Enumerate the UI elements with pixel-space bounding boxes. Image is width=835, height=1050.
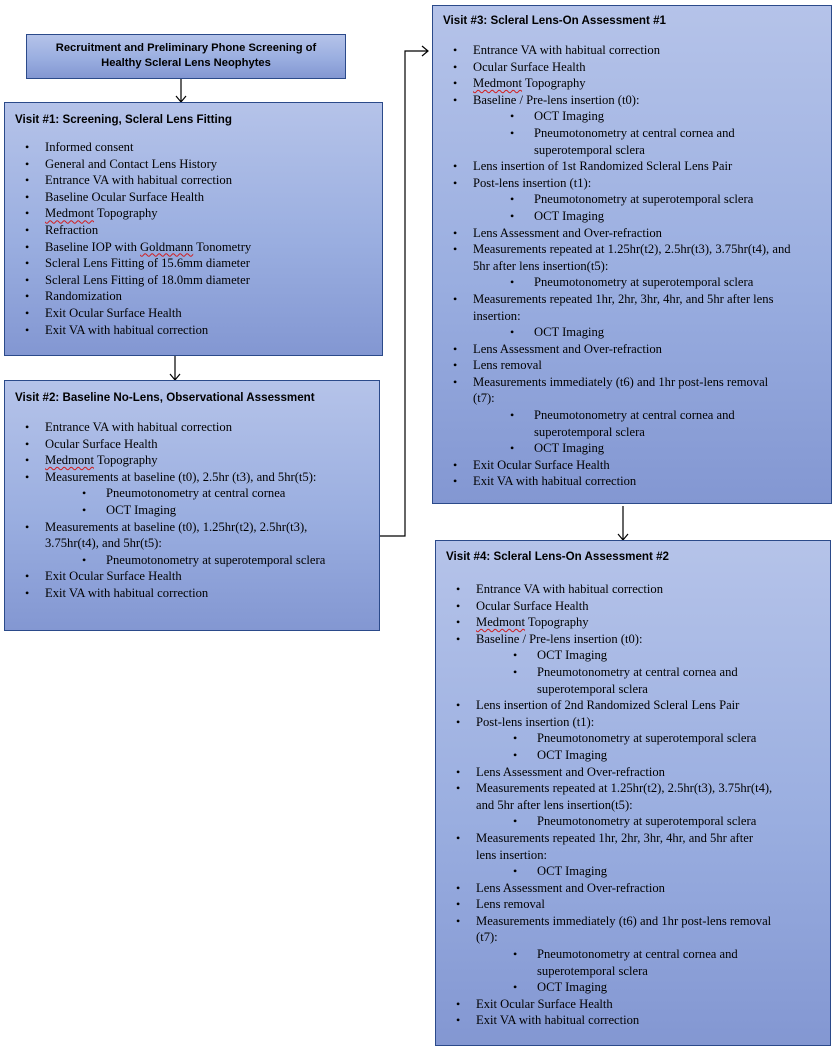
list-text: • Measurements repeated at 1.25hr(t2), 2.5hr(t3), 3.75hr(t4), [476,781,773,796]
list-text: • Measurements immediately (t6) and 1hr post-lens removal [473,374,769,389]
sub-list-item: • OCT Imaging [446,979,824,996]
sub-list-item: • OCT Imaging [446,863,824,880]
list-item [15,205,374,222]
list-text: Measurements at baseline (t0), 2.5hr (t3), and 5hr(t5): [45,469,317,484]
sub-list-item: • OCT Imaging [446,647,824,664]
sub-list-item: • OCT Imaging [15,502,371,519]
sub-list-item [443,407,825,440]
list-item [446,830,824,880]
visit3-box [432,5,832,504]
visit1-list [15,139,374,338]
list-item: • Exit Ocular Surface Health [446,996,824,1013]
list-item: • Entrance VA with habitual correction [15,419,371,436]
list-item [443,291,825,341]
list-item [443,241,825,291]
sub-list [443,407,825,457]
list-text: • Pneumotonometry at central cornea and [537,947,738,962]
list-item: • Lens removal [446,896,824,913]
list-text: superotemporal sclera [534,142,645,157]
sub-list-item [446,664,824,697]
misspelled-word: Medmont [476,615,525,630]
list-item: • Entrance VA with habitual correction [15,172,374,189]
visit4-title: Visit #4: Scleral Lens-On Assessment #2 [446,550,669,563]
list-text: and 5hr after lens insertion(t5): [476,797,633,812]
list-item: • Scleral Lens Fitting of 18.0mm diameter [15,272,374,289]
visit4-box [435,540,831,1046]
list-text: Topography [521,76,586,91]
list-item: • Ocular Surface Health [15,436,371,453]
list-item: • Exit Ocular Surface Health [15,568,371,585]
visit3-title: Visit #3: Scleral Lens-On Assessment #1 [443,14,666,27]
sub-list [446,730,824,763]
list-text: • Measurements repeated 1hr, 2hr, 3hr, 4hr, and 5hr after lens [473,291,774,306]
sub-list-item [446,946,824,979]
sub-list-item: • Pneumotonometry at superotemporal sclera [15,552,371,569]
list-item: • Informed consent [15,139,374,156]
list-text: • Pneumotonometry at central cornea and [534,125,735,140]
list-item [446,631,824,697]
recruitment-line-2: Healthy Scleral Lens Neophytes [101,57,271,69]
list-item: • Refraction [15,222,374,239]
sub-list [15,552,371,569]
sub-list [15,485,371,518]
list-item: • Exit VA with habitual correction [15,585,371,602]
list-text: • Measurements repeated at 1.25hr(t2), 2.5hr(t3), 3.75hr(t4), and [473,242,791,257]
sub-list [443,108,825,158]
list-item: • Lens Assessment and Over-refraction [443,341,825,358]
list-text: Baseline / Pre-lens insertion (t0): [473,92,640,107]
visit4-list [446,581,824,1029]
sub-list [446,813,824,830]
sub-list-item: • Pneumotonometry at superotemporal sclera [443,191,825,208]
sub-list-item: • Pneumotonometry at central cornea [15,485,371,502]
list-text: 5hr after lens insertion(t5): [473,258,609,273]
visit3-list [443,42,825,490]
sub-list [443,274,825,291]
sub-list-item [443,125,825,158]
list-item: • Exit Ocular Surface Health [443,457,825,474]
arrow-visit2-to-visit3 [380,51,427,536]
list-text: • Measurements immediately (t6) and 1hr post-lens removal [476,913,772,928]
list-text: • Pneumotonometry at central cornea and [534,408,735,423]
list-item [15,452,371,469]
misspelled-word: Medmont [45,453,94,468]
recruitment-box [26,34,346,79]
list-text: Post-lens insertion (t1): [476,714,595,729]
list-item [446,714,824,764]
list-item: • Scleral Lens Fitting of 15.6mm diameter [15,255,374,272]
sub-list-item: • OCT Imaging [443,208,825,225]
list-text: (t7): [473,391,495,406]
list-item: • Entrance VA with habitual correction [446,581,824,598]
list-item: • Lens Assessment and Over-refraction [446,880,824,897]
visit1-title: Visit #1: Screening, Scleral Lens Fitting [15,113,232,126]
list-text: Topography [524,615,589,630]
list-item: • Exit VA with habitual correction [443,473,825,490]
list-item [15,239,374,256]
sub-list-item: • Pneumotonometry at superotemporal sclera [446,730,824,747]
list-text: 3.75hr(t4), and 5hr(t5): [45,536,162,551]
list-item [443,175,825,225]
list-item [446,913,824,996]
list-text: Baseline IOP with [45,239,141,254]
recruitment-line-1: Recruitment and Preliminary Phone Screening of [55,42,317,54]
sub-list-item: • OCT Imaging [446,747,824,764]
list-item: • Lens removal [443,357,825,374]
sub-list-item: • OCT Imaging [443,108,825,125]
list-text: (t7): [476,930,498,945]
list-item [443,374,825,457]
visit2-title: Visit #2: Baseline No-Lens, Observational Assessment [15,391,315,404]
visit2-list [15,419,371,602]
list-item: • General and Contact Lens History [15,156,374,173]
list-item [443,75,825,92]
sub-list [443,191,825,224]
list-item: • Ocular Surface Health [446,598,824,615]
list-item: • Exit Ocular Surface Health [15,305,374,322]
visit2-box [4,380,380,631]
list-item: • Lens insertion of 2nd Randomized Scleral Lens Pair [446,697,824,714]
list-text: insertion: [473,308,521,323]
sub-list [446,946,824,996]
list-text: superotemporal sclera [537,681,648,696]
list-item: • Randomization [15,288,374,305]
list-item: • Exit VA with habitual correction [15,322,374,339]
sub-list-item: • Pneumotonometry at superotemporal sclera [446,813,824,830]
misspelled-word: Medmont [473,76,522,91]
list-text: lens insertion: [476,847,548,862]
sub-list-item: • OCT Imaging [443,440,825,457]
list-text: superotemporal sclera [537,963,648,978]
sub-list-item: • OCT Imaging [443,324,825,341]
visit1-box [4,102,383,356]
list-item: • Ocular Surface Health [443,59,825,76]
list-item: • Exit VA with habitual correction [446,1012,824,1029]
list-text: Tonometry [193,239,252,254]
list-item: • Entrance VA with habitual correction [443,42,825,59]
list-item: • Baseline Ocular Surface Health [15,189,374,206]
list-item: • Lens Assessment and Over-refraction [446,764,824,781]
misspelled-word: Medmont [45,206,94,221]
sub-list [446,863,824,880]
list-text: Topography [93,453,158,468]
list-item [15,519,371,569]
list-item [446,614,824,631]
list-text: • Measurements at baseline (t0), 1.25hr(t2), 2.5hr(t3), [45,519,308,534]
list-text: Post-lens insertion (t1): [473,175,592,190]
list-item [446,780,824,830]
list-text: Baseline / Pre-lens insertion (t0): [476,631,643,646]
list-item [443,92,825,158]
list-text: • Pneumotonometry at central cornea and [537,664,738,679]
list-item [15,469,371,519]
list-text: • Measurements repeated 1hr, 2hr, 3hr, 4hr, and 5hr after [476,830,754,845]
sub-list [443,324,825,341]
sub-list [446,647,824,697]
sub-list-item: • Pneumotonometry at superotemporal sclera [443,274,825,291]
list-item: • Lens Assessment and Over-refraction [443,225,825,242]
list-text: Topography [93,206,158,221]
misspelled-word: Goldmann [140,239,194,254]
list-text: superotemporal sclera [534,424,645,439]
list-item: • Lens insertion of 1st Randomized Scleral Lens Pair [443,158,825,175]
